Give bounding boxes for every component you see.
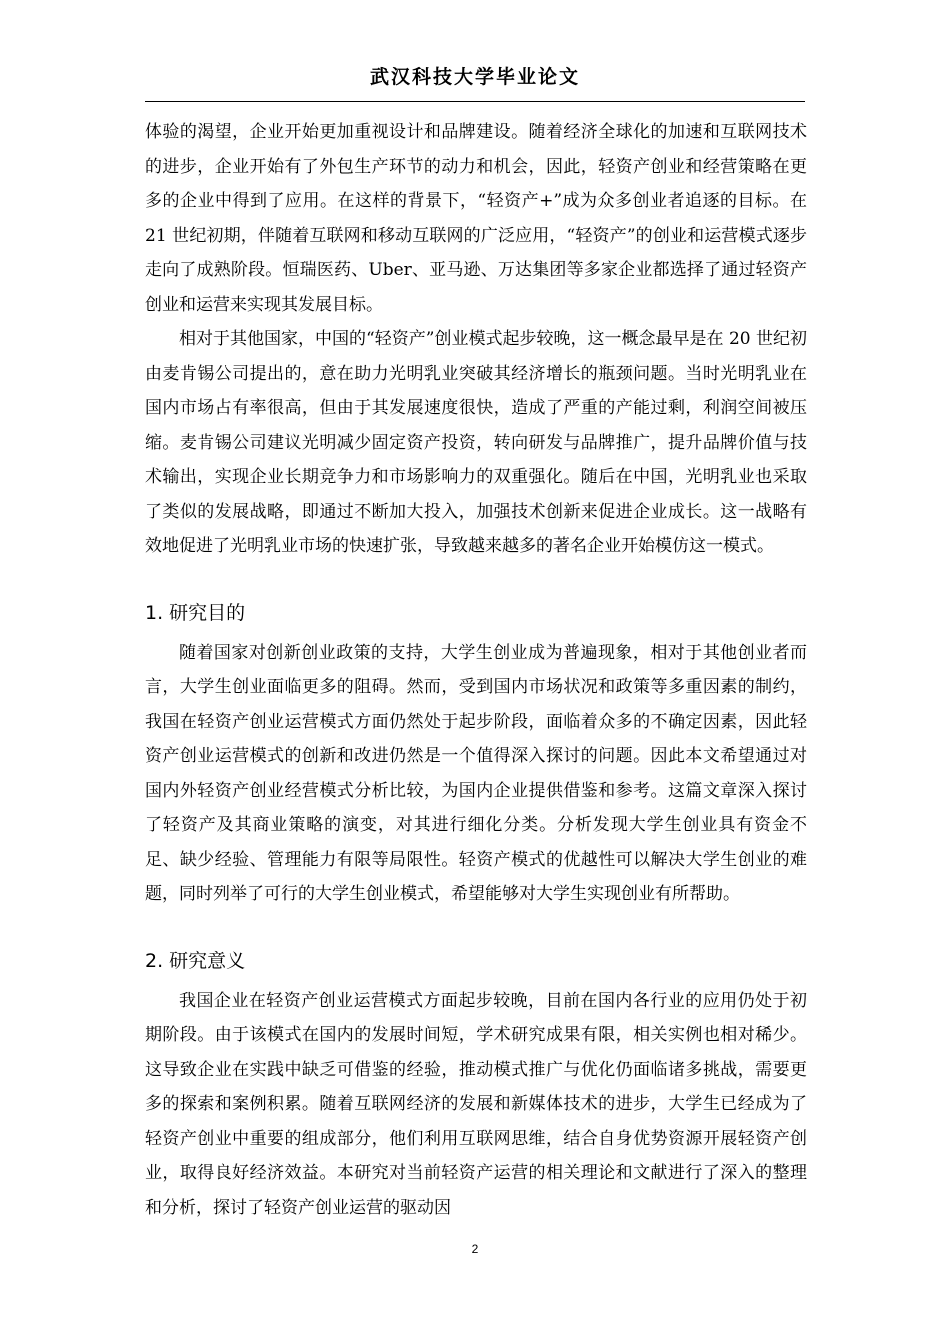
section-paragraph-research-significance: 我国企业在轻资产创业运营模式方面起步较晚，目前在国内各行业的应用仍处于初期阶段。由于该模式在国内的发展时间短，学术研究成果有限，相关实例也相对稀少。这导致企业在实践中缺乏可借鉴的经验，推动模式推广与优化仍面临诸多挑战，需要更多的探索和案例积累。随着互联网经济的发展和新媒体技术的进步，大学生已经成为了轻资产创业中重要的组成部分，他们利用互联网思维，结合自身优势资源开展轻资产创业，取得良好经济效益。本研究对当前轻资产运营的相关理论和文献进行了深入的整理和分析，探讨了轻资产创业运营的驱动因 <box>145 990 807 1218</box>
body-paragraph-continued: 体验的渴望，企业开始更加重视设计和品牌建设。随着经济全球化的加速和互联网技术的进步，企业开始有了外包生产环节的动力和机会，因此，轻资产创业和经营策略在更多的企业中得到了应用。在这样的背景下，“轻资产+”成为众多创业者追逐的目标。在 21 世纪初期，伴随着互联网和移动互联网的广泛应用，“轻资产”的创业和运营模式逐步走向了成熟阶段。恒瑞医药、Uber、亚马逊、万达集团等多家企业都选择了通过轻资产创业和运营来实现其发展目标。 <box>145 122 807 315</box>
body-paragraph-light-asset-history: 相对于其他国家，中国的“轻资产”创业模式起步较晚，这一概念最早是在 20 世纪初由麦肯锡公司提出的，意在助力光明乳业突破其经济增长的瓶颈问题。当时光明乳业在国内市场占有率很高，但由于其发展速度很快，造成了严重的产能过剩，利润空间被压缩。麦肯锡公司建议光明减少固定资产投资，转向研发与品牌推广，提升品牌价值与技术输出，实现企业长期竞争力和市场影响力的双重强化。随后在中国，光明乳业也采取了类似的发展战略，即通过不断加大投入，加强技术创新来促进企业成长。这一战略有效地促进了光明乳业市场的快速扩张，导致越来越多的著名企业开始模仿这一模式。 <box>145 329 807 556</box>
header-divider <box>145 101 805 102</box>
section-heading-research-purpose: 1. 研究目的 <box>145 601 246 624</box>
document-body <box>145 115 807 1225</box>
page-header-title: 武汉科技大学毕业论文 <box>369 66 580 88</box>
section-paragraph-research-purpose: 随着国家对创新创业政策的支持，大学生创业成为普遍现象，相对于其他创业者而言，大学生创业面临更多的阻碍。然而，受到国内市场状况和政策等多重因素的制约，我国在轻资产创业运营模式方面仍然处于起步阶段，面临着众多的不确定因素，因此轻资产创业运营模式的创新和改进仍然是一个值得深入探讨的问题。因此本文希望通过对国内外轻资产创业经营模式分析比较，为国内企业提供借鉴和参考。这篇文章深入探讨了轻资产及其商业策略的演变，对其进行细化分类。分析发现大学生创业具有资金不足、缺少经验、管理能力有限等局限性。轻资产模式的优越性可以解决大学生创业的难题，同时列举了可行的大学生创业模式，希望能够对大学生实现创业有所帮助。 <box>145 642 807 904</box>
page-number: 2 <box>471 1242 479 1256</box>
section-heading-research-significance: 2. 研究意义 <box>145 949 246 972</box>
